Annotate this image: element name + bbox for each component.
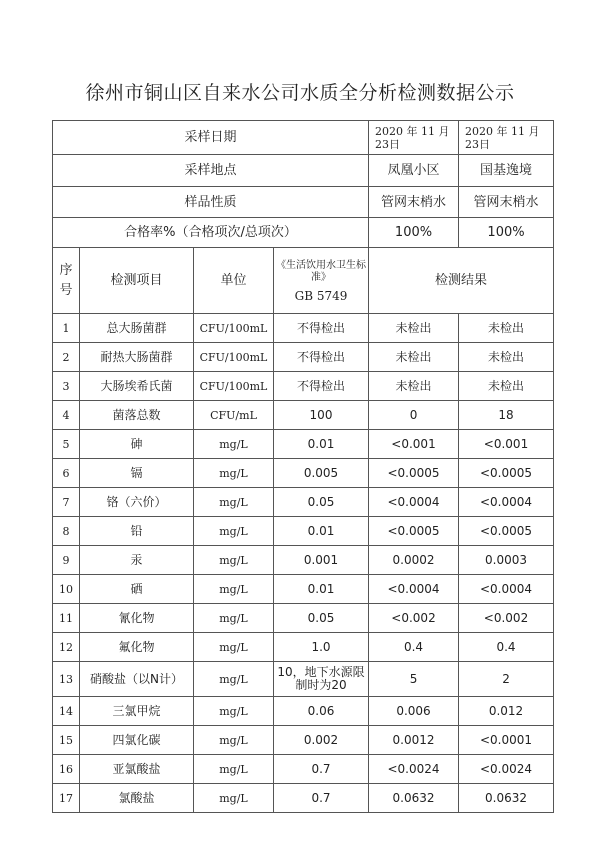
col-no-header: 序号	[53, 248, 80, 314]
sample-date-row	[53, 121, 554, 155]
row-number: 9	[53, 546, 80, 575]
row-item: 氯酸盐	[80, 784, 194, 813]
row-number: 11	[53, 604, 80, 633]
sample-site-row	[53, 155, 554, 187]
sample-date-2: 2020 年 11 月 23日	[459, 121, 554, 155]
row-unit: mg/L	[194, 604, 274, 633]
row-result-1: 0.0632	[369, 784, 459, 813]
table-row	[53, 343, 554, 372]
row-standard: 0.7	[274, 784, 369, 813]
row-item: 硝酸盐（以N计）	[80, 662, 194, 697]
row-number: 4	[53, 401, 80, 430]
row-standard: 100	[274, 401, 369, 430]
row-unit: mg/L	[194, 459, 274, 488]
row-result-2: 未检出	[459, 343, 554, 372]
row-result-1: 未检出	[369, 343, 459, 372]
row-result-2: 0.012	[459, 697, 554, 726]
row-result-1: 5	[369, 662, 459, 697]
col-standard-header	[274, 248, 369, 314]
table-row	[53, 755, 554, 784]
row-item: 亚氯酸盐	[80, 755, 194, 784]
row-item: 氟化物	[80, 633, 194, 662]
table-row	[53, 314, 554, 343]
row-result-1: 未检出	[369, 372, 459, 401]
pass-rate-1: 100%	[369, 218, 459, 248]
sample-type-row	[53, 187, 554, 218]
row-result-1: 未检出	[369, 314, 459, 343]
row-result-2: 18	[459, 401, 554, 430]
row-unit: mg/L	[194, 546, 274, 575]
row-standard: 0.01	[274, 430, 369, 459]
row-standard: 0.01	[274, 517, 369, 546]
row-result-1: <0.0024	[369, 755, 459, 784]
row-standard: 0.06	[274, 697, 369, 726]
row-number: 1	[53, 314, 80, 343]
row-result-2: 0.0003	[459, 546, 554, 575]
col-unit-header: 单位	[194, 248, 274, 314]
standard-name: 《生活饮用水卫生标准》	[276, 259, 366, 283]
row-result-1: <0.0004	[369, 575, 459, 604]
row-result-1: <0.0005	[369, 459, 459, 488]
row-result-1: <0.002	[369, 604, 459, 633]
row-standard: 0.7	[274, 755, 369, 784]
row-result-1: 0.4	[369, 633, 459, 662]
row-number: 10	[53, 575, 80, 604]
row-number: 6	[53, 459, 80, 488]
row-item: 汞	[80, 546, 194, 575]
row-item: 铅	[80, 517, 194, 546]
row-standard: 不得检出	[274, 314, 369, 343]
table-row	[53, 726, 554, 755]
row-result-1: 0.0012	[369, 726, 459, 755]
column-header-row	[53, 248, 554, 314]
row-item: 砷	[80, 430, 194, 459]
row-unit: CFU/100mL	[194, 372, 274, 401]
row-number: 2	[53, 343, 80, 372]
row-standard: 1.0	[274, 633, 369, 662]
row-unit: CFU/100mL	[194, 343, 274, 372]
row-unit: mg/L	[194, 517, 274, 546]
row-number: 3	[53, 372, 80, 401]
row-result-1: 0.006	[369, 697, 459, 726]
row-item: 铬（六价）	[80, 488, 194, 517]
row-result-2: <0.0004	[459, 488, 554, 517]
table-row	[53, 372, 554, 401]
row-item: 总大肠菌群	[80, 314, 194, 343]
row-result-2: <0.0024	[459, 755, 554, 784]
sample-date-1: 2020 年 11 月 23日	[369, 121, 459, 155]
table-row	[53, 604, 554, 633]
row-result-1: <0.0004	[369, 488, 459, 517]
row-number: 12	[53, 633, 80, 662]
row-result-1: 0	[369, 401, 459, 430]
row-standard: 0.002	[274, 726, 369, 755]
col-item-header: 检测项目	[80, 248, 194, 314]
row-standard: 不得检出	[274, 372, 369, 401]
row-number: 15	[53, 726, 80, 755]
row-unit: mg/L	[194, 575, 274, 604]
row-result-2: <0.0005	[459, 459, 554, 488]
row-item: 耐热大肠菌群	[80, 343, 194, 372]
row-result-2: 未检出	[459, 314, 554, 343]
table-row	[53, 633, 554, 662]
row-item: 硒	[80, 575, 194, 604]
row-number: 7	[53, 488, 80, 517]
row-standard: 不得检出	[274, 343, 369, 372]
row-number: 5	[53, 430, 80, 459]
row-item: 三氯甲烷	[80, 697, 194, 726]
row-item: 大肠埃希氏菌	[80, 372, 194, 401]
sample-site-2: 国基逸境	[459, 155, 554, 187]
row-unit: mg/L	[194, 633, 274, 662]
row-unit: mg/L	[194, 755, 274, 784]
row-standard: 0.001	[274, 546, 369, 575]
sample-type-label: 样品性质	[53, 187, 369, 218]
sample-type-2: 管网末梢水	[459, 187, 554, 218]
row-result-2: <0.002	[459, 604, 554, 633]
table-row	[53, 430, 554, 459]
row-unit: CFU/100mL	[194, 314, 274, 343]
row-unit: mg/L	[194, 662, 274, 697]
row-result-2: 0.0632	[459, 784, 554, 813]
table-row	[53, 662, 554, 697]
table-row	[53, 517, 554, 546]
row-item: 氰化物	[80, 604, 194, 633]
sample-site-label: 采样地点	[53, 155, 369, 187]
sample-type-1: 管网末梢水	[369, 187, 459, 218]
row-unit: mg/L	[194, 430, 274, 459]
row-standard: 0.05	[274, 488, 369, 517]
pass-rate-2: 100%	[459, 218, 554, 248]
row-result-2: <0.0004	[459, 575, 554, 604]
row-unit: mg/L	[194, 784, 274, 813]
row-result-2: 未检出	[459, 372, 554, 401]
row-result-2: <0.0005	[459, 517, 554, 546]
pass-rate-row	[53, 218, 554, 248]
table-row	[53, 546, 554, 575]
row-number: 13	[53, 662, 80, 697]
water-quality-table	[52, 120, 554, 813]
row-standard: 0.01	[274, 575, 369, 604]
row-item: 菌落总数	[80, 401, 194, 430]
row-unit: mg/L	[194, 488, 274, 517]
row-result-2: <0.0001	[459, 726, 554, 755]
row-number: 14	[53, 697, 80, 726]
row-result-2: <0.001	[459, 430, 554, 459]
row-unit: CFU/mL	[194, 401, 274, 430]
row-result-1: 0.0002	[369, 546, 459, 575]
page-title: 徐州市铜山区自来水公司水质全分析检测数据公示	[85, 82, 515, 104]
row-result-2: 2	[459, 662, 554, 697]
row-unit: mg/L	[194, 726, 274, 755]
col-result-header: 检测结果	[369, 248, 554, 314]
table-row	[53, 459, 554, 488]
table-row	[53, 575, 554, 604]
row-standard: 0.05	[274, 604, 369, 633]
row-number: 16	[53, 755, 80, 784]
table-row	[53, 784, 554, 813]
row-number: 17	[53, 784, 80, 813]
row-standard: 0.005	[274, 459, 369, 488]
row-result-1: <0.001	[369, 430, 459, 459]
table-row	[53, 697, 554, 726]
table-row	[53, 488, 554, 517]
table-row	[53, 401, 554, 430]
row-standard: 10，地下水源限制时为20	[274, 662, 369, 697]
row-item: 四氯化碳	[80, 726, 194, 755]
standard-code: GB 5749	[294, 288, 348, 303]
pass-rate-label: 合格率%（合格项次/总项次）	[53, 218, 369, 248]
row-result-1: <0.0005	[369, 517, 459, 546]
row-item: 镉	[80, 459, 194, 488]
sample-date-label: 采样日期	[53, 121, 369, 155]
sample-site-1: 凤凰小区	[369, 155, 459, 187]
row-unit: mg/L	[194, 697, 274, 726]
row-number: 8	[53, 517, 80, 546]
row-result-2: 0.4	[459, 633, 554, 662]
